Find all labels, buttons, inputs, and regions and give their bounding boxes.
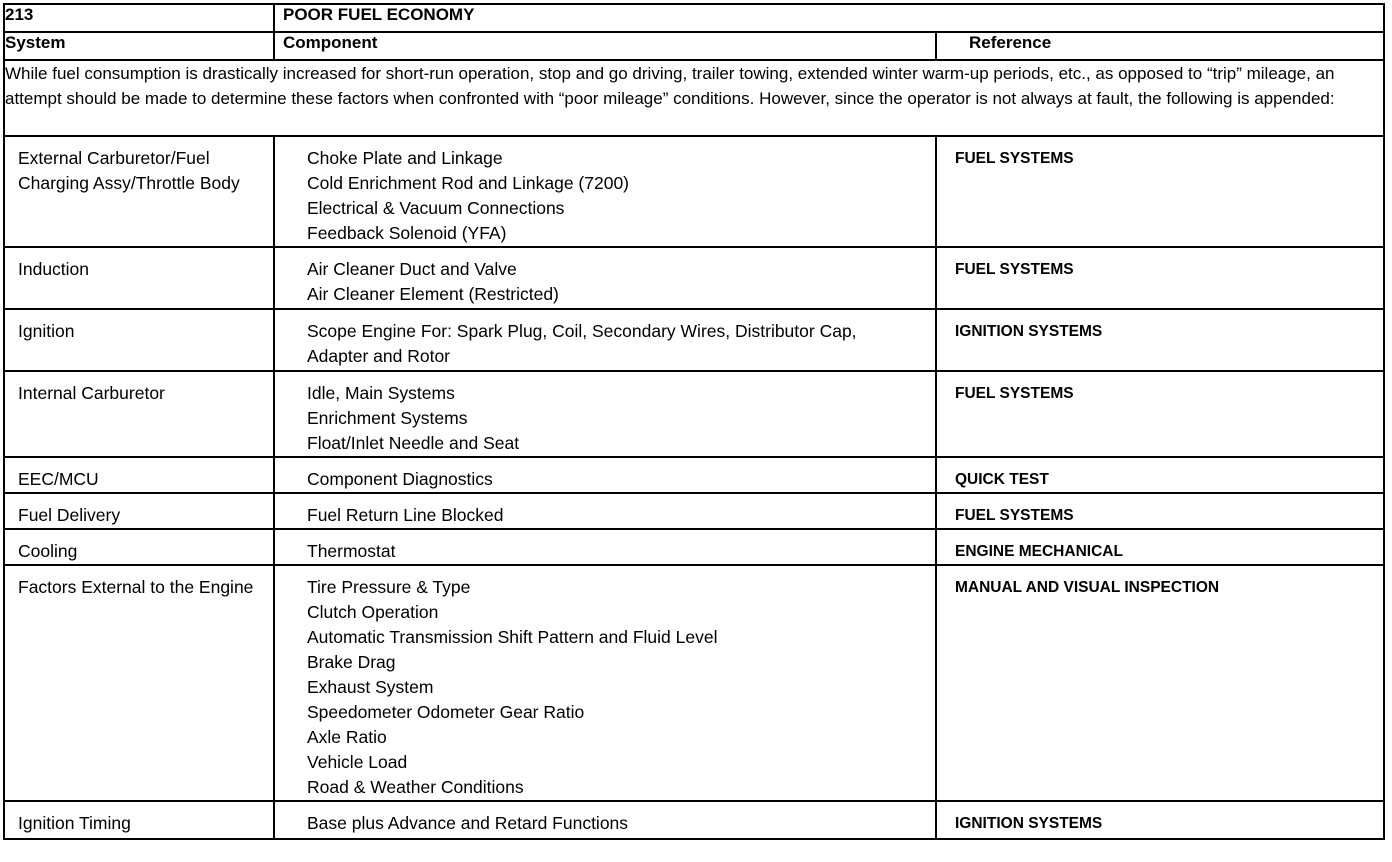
chart-code: 213 — [4, 4, 274, 32]
intro-text: While fuel consumption is drastically increased for short-run operation, stop and go driving, trailer towing, extended winter warm-up periods, etc., as opposed to “trip” mileage, an attempt should be made to determine these factors when confronted with “poor mileage” conditions. However, since the operator is not always at fault, the following is appended: — [4, 60, 1384, 136]
component-item: Electrical & Vacuum Connections — [307, 198, 565, 218]
table-row — [4, 801, 1384, 839]
component-item: Clutch Operation — [307, 602, 439, 622]
component-item: Enrichment Systems — [307, 408, 468, 428]
reference-cell: FUEL SYSTEMS — [936, 493, 1384, 529]
component-item: Float/Inlet Needle and Seat — [307, 433, 520, 453]
component-cell — [274, 565, 936, 801]
component-item: Exhaust System — [307, 677, 434, 697]
component-item: Feedback Solenoid (YFA) — [307, 223, 507, 243]
chart-title: POOR FUEL ECONOMY — [274, 4, 1384, 32]
table-row — [4, 457, 1384, 493]
column-header-system: System — [4, 32, 274, 60]
title-row — [4, 4, 1384, 32]
component-cell — [274, 247, 936, 309]
table-row — [4, 493, 1384, 529]
table-row — [4, 529, 1384, 565]
reference-cell: FUEL SYSTEMS — [936, 371, 1384, 457]
table-row — [4, 309, 1384, 371]
component-item: Air Cleaner Element (Restricted) — [307, 284, 559, 304]
component-item: Cold Enrichment Rod and Linkage (7200) — [307, 173, 629, 193]
component-item: Brake Drag — [307, 652, 396, 672]
component-item: Automatic Transmission Shift Pattern and Fluid Level — [307, 627, 718, 647]
component-item: Axle Ratio — [307, 727, 387, 747]
table-row — [4, 371, 1384, 457]
system-cell: Induction — [4, 247, 274, 309]
component-cell — [274, 371, 936, 457]
reference-cell: MANUAL AND VISUAL INSPECTION — [936, 565, 1384, 801]
reference-cell: QUICK TEST — [936, 457, 1384, 493]
system-cell: Internal Carburetor — [4, 371, 274, 457]
diagnosis-table — [3, 3, 1385, 840]
component-item: Tire Pressure & Type — [307, 577, 471, 597]
intro-row — [4, 60, 1384, 136]
component-cell — [274, 801, 936, 839]
component-item: Component Diagnostics — [307, 469, 493, 489]
component-cell — [274, 309, 936, 371]
component-item: Speedometer Odometer Gear Ratio — [307, 702, 585, 722]
system-cell: External Carburetor/Fuel Charging Assy/Throttle Body — [4, 136, 274, 247]
component-item: Idle, Main Systems — [307, 383, 455, 403]
component-cell — [274, 493, 936, 529]
component-cell — [274, 529, 936, 565]
component-item: Scope Engine For: Spark Plug, Coil, Secondary Wires, Distributor Cap, — [307, 321, 857, 341]
table-row — [4, 136, 1384, 247]
reference-cell: FUEL SYSTEMS — [936, 247, 1384, 309]
component-item: Vehicle Load — [307, 752, 408, 772]
component-item: Base plus Advance and Retard Functions — [307, 813, 629, 833]
column-header-component: Component — [274, 32, 936, 60]
system-cell: Fuel Delivery — [4, 493, 274, 529]
reference-cell: IGNITION SYSTEMS — [936, 801, 1384, 839]
column-header-reference: Reference — [936, 32, 1384, 60]
component-cell — [274, 136, 936, 247]
reference-cell: FUEL SYSTEMS — [936, 136, 1384, 247]
table-row — [4, 247, 1384, 309]
component-item: Choke Plate and Linkage — [307, 148, 503, 168]
component-cell — [274, 457, 936, 493]
table-row — [4, 565, 1384, 801]
component-item: Thermostat — [307, 541, 396, 561]
reference-cell: IGNITION SYSTEMS — [936, 309, 1384, 371]
system-cell: EEC/MCU — [4, 457, 274, 493]
component-item: Road & Weather Conditions — [307, 777, 524, 797]
reference-cell: ENGINE MECHANICAL — [936, 529, 1384, 565]
column-header-row — [4, 32, 1384, 60]
system-cell: Ignition Timing — [4, 801, 274, 839]
component-item: Air Cleaner Duct and Valve — [307, 259, 517, 279]
component-item: Fuel Return Line Blocked — [307, 505, 504, 525]
system-cell: Cooling — [4, 529, 274, 565]
system-cell: Factors External to the Engine — [4, 565, 274, 801]
system-cell: Ignition — [4, 309, 274, 371]
component-item: Adapter and Rotor — [307, 346, 451, 366]
